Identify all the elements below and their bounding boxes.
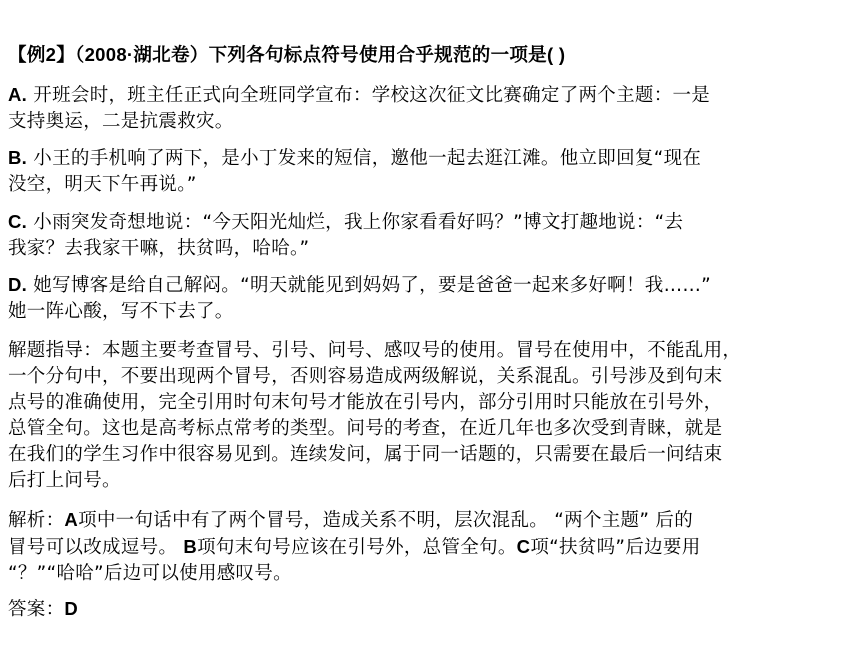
option-d-text-1: 她写博客是给自己解闷。“明天就能见到妈妈了，要是爸爸一起来多好啊！我……” xyxy=(27,275,712,296)
option-b-line-1 xyxy=(8,145,856,172)
answer-line xyxy=(8,596,856,623)
option-c-letter: C. xyxy=(8,211,28,232)
analysis-option-b: B xyxy=(183,536,198,557)
analysis-text-a: 项中一句话中有了两个冒号，造成关系不明，层次混乱。 “两个主题” 后的 xyxy=(78,510,694,531)
option-b-text-2: 没空，明天下午再说。” xyxy=(8,174,197,195)
option-d-line-1 xyxy=(8,272,856,299)
option-a-line-1 xyxy=(8,82,856,109)
analysis-line-3: “？”“哈哈”后边可以使用感叹号。 xyxy=(8,563,292,584)
option-a-text-2: 支持奥运，二是抗震救灾。 xyxy=(8,111,234,132)
analysis-label: 解析： xyxy=(8,510,65,531)
analysis-line-2 xyxy=(8,534,856,561)
guidance-line: 总管全句。这也是高考标点常考的类型。问号的考查，在近几年也多次受到青睐，就是 xyxy=(8,418,723,439)
option-a-text-1: 开班会时，班主任正式向全班同学宣布：学校这次征文比赛确定了两个主题：一是 xyxy=(27,85,711,106)
option-c-text-2: 我家？去我家干嘛，扶贫吗，哈哈。” xyxy=(8,238,310,259)
option-c xyxy=(8,209,856,262)
option-c-line-1 xyxy=(8,209,856,236)
analysis-paragraph xyxy=(8,507,856,587)
guidance-line: 解题指导：本题主要考查冒号、引号、问号、感叹号的使用。冒号在使用中，不能乱用， xyxy=(8,340,742,361)
question-stem xyxy=(8,42,856,69)
answer-label: 答案： xyxy=(8,599,65,620)
option-c-text-1: 小雨突发奇想地说：“今天阳光灿烂，我上你家看看好吗？”博文打趣地说：“去 xyxy=(27,212,684,233)
question-source: （2008·湖北卷）下列各句标点符号使用合乎规范的一项是 xyxy=(75,44,547,65)
option-a xyxy=(8,82,856,135)
option-d-text-2: 她一阵心酸，写不下去了。 xyxy=(8,301,234,322)
answer-value: D xyxy=(64,598,79,619)
analysis-text-b: 项句末句号应该在引号外，总管全句。 xyxy=(197,537,517,558)
guidance-line: 后打上问号。 xyxy=(8,470,121,491)
guidance-paragraph xyxy=(8,338,856,494)
analysis-text-a-cont: 冒号可以改成逗号。 xyxy=(8,537,184,558)
question-bracket-close: 】 xyxy=(56,44,76,65)
option-b-letter: B. xyxy=(8,147,28,168)
answer-blank: ( ) xyxy=(546,44,566,65)
option-b xyxy=(8,145,856,198)
analysis-line-1 xyxy=(8,507,856,534)
option-d-letter: D. xyxy=(8,274,28,295)
question-label: 例2 xyxy=(26,44,57,65)
analysis-option-c: C xyxy=(516,536,531,557)
analysis-text-c: 项“扶贫吗”后边要用 xyxy=(530,537,701,558)
option-a-letter: A. xyxy=(8,84,28,105)
question-bracket-open: 【 xyxy=(8,44,27,65)
guidance-line: 一个分句中，不要出现两个冒号，否则容易造成两级解说，关系混乱。引号涉及到句末 xyxy=(8,366,723,387)
option-d xyxy=(8,272,856,325)
guidance-line: 在我们的学生习作中很容易见到。连续发问，属于同一话题的，只需要在最后一问结束 xyxy=(8,444,723,465)
analysis-option-a: A xyxy=(64,509,79,530)
option-b-text-1: 小王的手机响了两下，是小丁发来的短信，邀他一起去逛江滩。他立即回复“现在 xyxy=(27,148,702,169)
guidance-line: 点号的准确使用，完全引用时句末句号才能放在引号内，部分引用时只能放在引号外， xyxy=(8,392,723,413)
